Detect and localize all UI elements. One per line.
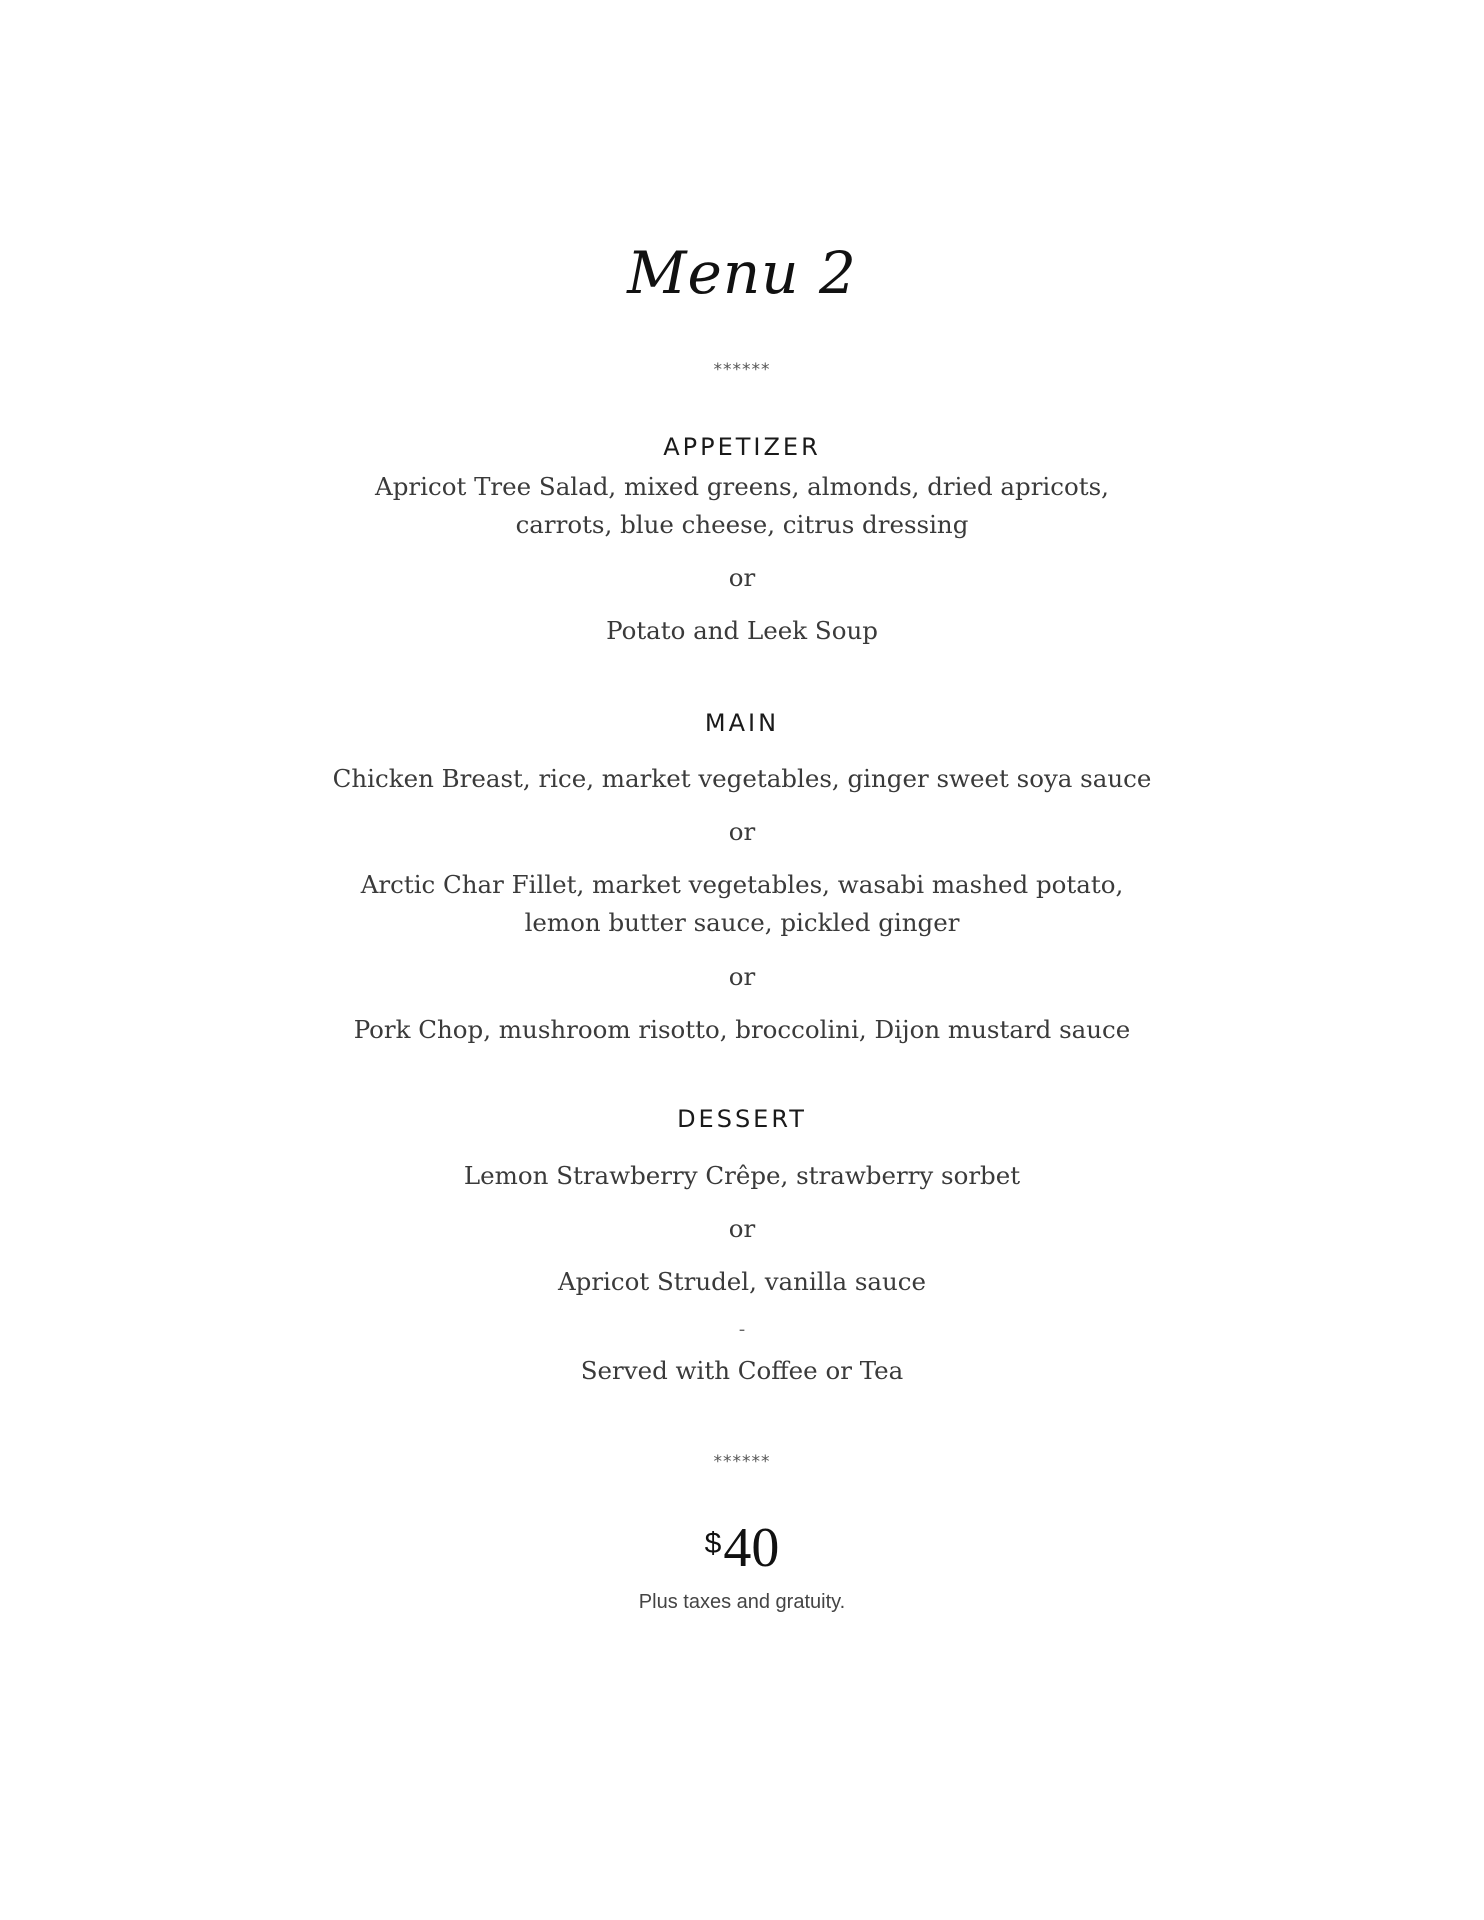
main-or-2: or (728, 962, 756, 991)
dessert-option-1: Lemon Strawberry Crêpe, strawberry sorbet (463, 1161, 1021, 1190)
main-option-3: Pork Chop, mushroom risotto, broccolini, Dijon mustard sauce (353, 1015, 1131, 1044)
main-option-2-line-1: Arctic Char Fillet, market vegetables, wasabi mashed potato, (360, 870, 1124, 899)
separator-bottom: ****** (713, 1452, 771, 1472)
main-option-2-line-2: lemon butter sauce, pickled ginger (524, 908, 960, 937)
menu-title: Menu 2 (627, 239, 857, 307)
appetizer-heading: APPETIZER (663, 433, 821, 461)
appetizer-or: or (728, 563, 756, 592)
price (0, 1516, 1484, 1580)
appetizer-option-1-line-1: Apricot Tree Salad, mixed greens, almonds, dried apricots, (375, 472, 1109, 501)
dessert-heading: DESSERT (677, 1105, 807, 1133)
main-heading: MAIN (704, 709, 780, 737)
dessert-or: or (728, 1214, 756, 1243)
appetizer-option-2: Potato and Leek Soup (606, 616, 878, 645)
price-note: Plus taxes and gratuity. (638, 1591, 846, 1613)
appetizer-option-1-line-2: carrots, blue cheese, citrus dressing (515, 510, 969, 539)
dessert-dash: - (738, 1319, 746, 1340)
dessert-served-with: Served with Coffee or Tea (580, 1356, 904, 1385)
dessert-option-2: Apricot Strudel, vanilla sauce (557, 1267, 927, 1296)
main-option-1: Chicken Breast, rice, market vegetables, ginger sweet soya sauce (332, 764, 1152, 793)
price-currency: $ (704, 1527, 722, 1560)
separator-top: ****** (713, 360, 771, 380)
price-amount: 40 (723, 1517, 780, 1579)
main-or-1: or (728, 817, 756, 846)
